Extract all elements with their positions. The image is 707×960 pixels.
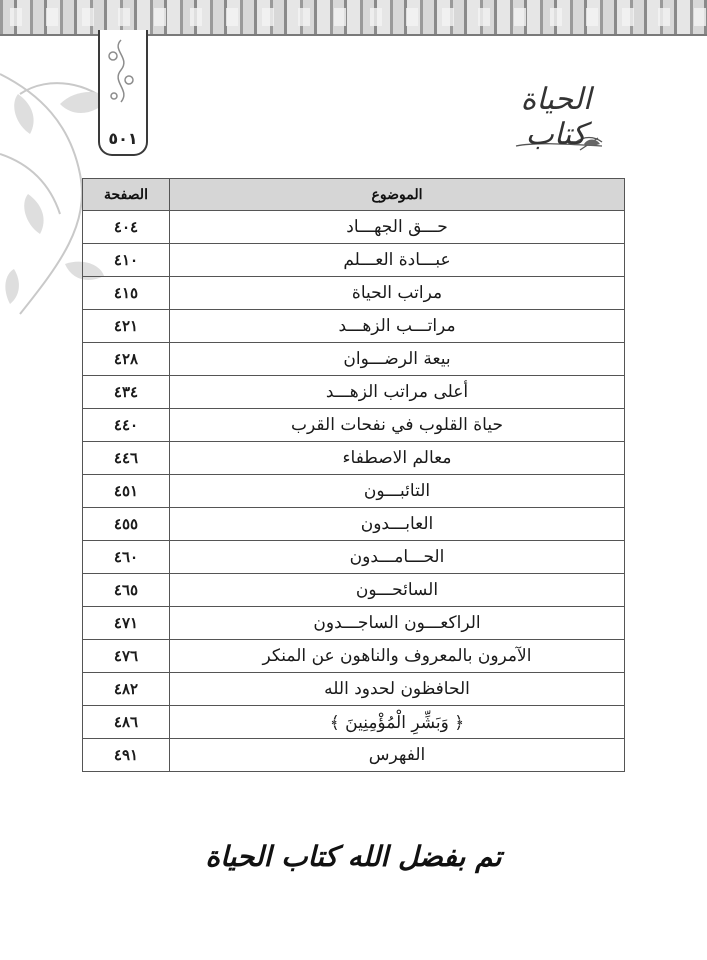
entry-page: ٤٢١ xyxy=(83,310,170,343)
table-row xyxy=(83,574,625,607)
entry-page: ٤٤٦ xyxy=(83,442,170,475)
entry-title: مراتب الحياة xyxy=(170,277,625,310)
page-number-tab xyxy=(98,30,148,156)
entry-title: الحافظون لحدود الله xyxy=(170,673,625,706)
entry-page: ٤١٥ xyxy=(83,277,170,310)
entry-page: ٤٧١ xyxy=(83,607,170,640)
entry-title: العابـــدون xyxy=(170,508,625,541)
table-row xyxy=(83,673,625,706)
entry-title: الفهرس xyxy=(170,739,625,772)
entry-page: ٤٤٠ xyxy=(83,409,170,442)
entry-title: التائبـــون xyxy=(170,475,625,508)
entry-title: ﴿ وَبَشِّرِ الْمُؤْمِنِينَ ﴾ xyxy=(170,706,625,739)
table-row xyxy=(83,640,625,673)
entry-page: ٤٨٦ xyxy=(83,706,170,739)
entry-title: الحـــامـــدون xyxy=(170,541,625,574)
entry-title: مراتـــب الزهـــد xyxy=(170,310,625,343)
entry-page: ٤٢٨ xyxy=(83,343,170,376)
entry-page: ٤١٠ xyxy=(83,244,170,277)
table-row xyxy=(83,508,625,541)
entry-page: ٤٥٥ xyxy=(83,508,170,541)
entry-page: ٤٣٤ xyxy=(83,376,170,409)
table-row xyxy=(83,475,625,508)
table-row xyxy=(83,277,625,310)
table-row xyxy=(83,211,625,244)
table-row xyxy=(83,706,625,739)
entry-page: ٤٠٤ xyxy=(83,211,170,244)
table-row xyxy=(83,310,625,343)
entry-page: ٤٨٢ xyxy=(83,673,170,706)
column-topic-header: الموضوع xyxy=(170,179,625,211)
entry-title: الآمرون بالمعروف والناهون عن المنكر xyxy=(170,640,625,673)
entry-title: بيعة الرضـــوان xyxy=(170,343,625,376)
table-row xyxy=(83,376,625,409)
page-number: ٥٠١ xyxy=(108,129,138,148)
table-header-row xyxy=(83,179,625,211)
entry-title: عبـــادة العـــلم xyxy=(170,244,625,277)
table-of-contents xyxy=(82,178,625,772)
entry-page: ٤٦٠ xyxy=(83,541,170,574)
entry-title: معالم الاصطفاء xyxy=(170,442,625,475)
entry-title: السائحـــون xyxy=(170,574,625,607)
entry-page: ٤٦٥ xyxy=(83,574,170,607)
table-row xyxy=(83,244,625,277)
entry-title: أعلى مراتب الزهـــد xyxy=(170,376,625,409)
entry-title: الراكعـــون الساجـــدون xyxy=(170,607,625,640)
entry-page: ٤٧٦ xyxy=(83,640,170,673)
closing-statement: تم بفضل الله كتاب الحياة xyxy=(205,840,502,873)
table-row xyxy=(83,409,625,442)
entry-title: حـــق الجهـــاد xyxy=(170,211,625,244)
entry-page: ٤٩١ xyxy=(83,739,170,772)
table-row xyxy=(83,343,625,376)
table-row xyxy=(83,541,625,574)
table-row xyxy=(83,607,625,640)
entry-page: ٤٥١ xyxy=(83,475,170,508)
table-row xyxy=(83,739,625,772)
column-page-header: الصفحة xyxy=(83,179,170,211)
entry-title: حياة القلوب في نفحات القرب xyxy=(170,409,625,442)
table-row xyxy=(83,442,625,475)
tab-ornament-icon xyxy=(103,36,139,116)
logo-title: الحياة كتاب xyxy=(520,82,592,152)
